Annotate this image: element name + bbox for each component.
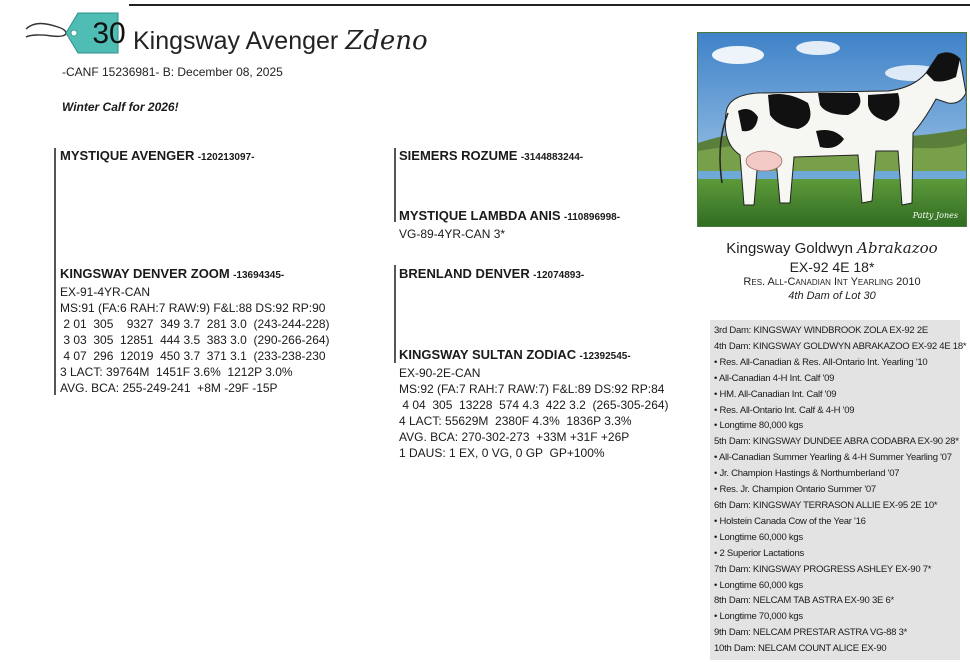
dam-entry: [60, 266, 330, 396]
sire-sire-name: SIEMERS ROZUME: [399, 148, 518, 163]
dam-history-line: • Longtime 60,000 kgs: [714, 579, 803, 591]
cow-photo: [697, 32, 967, 227]
pedigree-bar-dam-side: [394, 265, 396, 363]
featured-dam-name-script: Abrakazoo: [857, 239, 938, 257]
dam-history-line: • Jr. Champion Hastings & Northumberland '07: [714, 468, 900, 480]
featured-dam-name: [697, 238, 967, 259]
featured-dam-name-prefix: Kingsway Goldwyn: [726, 240, 853, 257]
dam-dam-name: KINGSWAY SULTAN ZODIAC: [399, 347, 577, 362]
dam-dam-line: 4 04 305 13228 574 4.3 422 3.2 (265-305-264): [399, 398, 669, 412]
dam-line: AVG. BCA: 255-249-241 +8M -29F -15P: [60, 381, 278, 395]
dam-dam-line: AVG. BCA: 270-302-273 +33M +31F +26P: [399, 430, 630, 444]
dam-history-line: 6th Dam: KINGSWAY TERRASON ALLIE EX-95 2E 10*: [714, 499, 938, 511]
lot-number: 30: [92, 17, 126, 50]
dam-line: 3 03 305 12851 444 3.5 383 3.0 (290-266-264): [60, 333, 330, 347]
sire-reg: -120213097-: [197, 152, 255, 163]
sire-dam-classification: VG-89-4YR-CAN 3*: [399, 227, 506, 241]
sire-dam-entry: [399, 208, 620, 242]
pedigree-bar-dam: [54, 265, 56, 395]
animal-name-prefix: Kingsway Avenger: [133, 27, 339, 55]
dam-history-line: 8th Dam: NELCAM TAB ASTRA EX-90 3E 6*: [714, 595, 894, 607]
dam-history-line: 5th Dam: KINGSWAY DUNDEE ABRA CODABRA EX-90 28*: [714, 436, 959, 448]
sire-dam-name: MYSTIQUE LAMBDA ANIS: [399, 208, 561, 223]
dam-history-line: • 2 Superior Lactations: [714, 547, 804, 559]
highlight-note: Winter Calf for 2026!: [62, 100, 179, 114]
dam-sire-reg: -12074893-: [533, 270, 585, 281]
sire-name: MYSTIQUE AVENGER: [60, 148, 195, 163]
dam-name: KINGSWAY DENVER ZOOM: [60, 266, 230, 281]
dam-dam-line: EX-90-2E-CAN: [399, 366, 481, 380]
cow-photo-illustration: [698, 33, 967, 227]
animal-name-script: Zdeno: [345, 26, 428, 56]
dam-history-line: 10th Dam: NELCAM COUNT ALICE EX-90: [714, 643, 887, 655]
featured-dam-classification: EX-92 4E 18*: [789, 259, 875, 275]
dam-history-line: • All-Canadian 4-H Int. Calf '09: [714, 372, 835, 384]
sire-sire-entry: [399, 148, 583, 166]
dam-dam-reg: -12392545-: [579, 351, 631, 362]
dam-history-line: • Holstein Canada Cow of the Year '16: [714, 515, 866, 527]
featured-dam-relation: 4th Dam of Lot 30: [788, 290, 876, 302]
dam-history-line: • Res. All-Ontario Int. Calf & 4-H '09: [714, 404, 855, 416]
dam-line: 3 LACT: 39764M 1451F 3.6% 1212P 3.0%: [60, 365, 293, 379]
photo-credit: Patty Jones: [912, 211, 958, 220]
dam-history-line: 9th Dam: NELCAM PRESTAR ASTRA VG-88 3*: [714, 627, 908, 639]
dam-dam-line: 4 LACT: 55629M 2380F 4.3% 1836P 3.3%: [399, 414, 632, 428]
pedigree-bar-sire-side: [394, 148, 396, 222]
dam-reg: -13694345-: [233, 270, 285, 281]
animal-name: [133, 26, 428, 56]
dam-sire-name: BRENLAND DENVER: [399, 266, 530, 281]
dam-history-line: 3rd Dam: KINGSWAY WINDBROOK ZOLA EX-92 2E: [714, 325, 928, 336]
featured-dam-honor: Res. All-Canadian Int Yearling 2010: [743, 276, 921, 288]
top-rule: [129, 4, 970, 6]
dam-dam-line: 1 DAUS: 1 EX, 0 VG, 0 GP GP+100%: [399, 446, 605, 460]
dam-history-line: • HM. All-Canadian Int. Calf '09: [714, 388, 837, 400]
dam-line: EX-91-4YR-CAN: [60, 285, 151, 299]
dam-history-line: • Longtime 70,000 kgs: [714, 611, 803, 623]
dam-history-line: • Longtime 60,000 kgs: [714, 531, 803, 543]
dam-history-line: • Res. All-Canadian & Res. All-Ontario Int. Yearling '10: [714, 356, 928, 368]
sire-sire-reg: -3144883244-: [520, 152, 584, 163]
pedigree-bar-sire: [54, 148, 56, 268]
dam-history-line: 4th Dam: KINGSWAY GOLDWYN ABRAKAZOO EX-92 4E 18*: [714, 340, 967, 352]
lot-tag: [20, 11, 126, 55]
dam-line: 4 07 296 12019 450 3.7 371 3.1 (233-238-230: [60, 349, 326, 363]
registration-line: -CANF 15236981- B: December 08, 2025: [62, 65, 283, 79]
dam-history-box: [710, 320, 967, 660]
dam-line: MS:91 (FA:6 RAH:7 RAW:9) F&L:88 DS:92 RP:90: [60, 301, 326, 315]
dam-history-line: 7th Dam: KINGSWAY PROGRESS ASHLEY EX-90 7*: [714, 563, 932, 575]
dam-dam-entry: [399, 347, 669, 461]
photo-caption: [697, 238, 967, 303]
dam-history-line: • Longtime 80,000 kgs: [714, 420, 803, 432]
dam-history-line: • Res. Jr. Champion Ontario Summer '07: [714, 484, 876, 496]
sire-dam-reg: -110896998-: [563, 212, 621, 223]
dam-history-line: • All-Canadian Summer Yearling & 4-H Summer Yearling '07: [714, 452, 952, 464]
dam-line: 2 01 305 9327 349 3.7 281 3.0 (243-244-228): [60, 317, 330, 331]
sire-entry: [60, 148, 254, 166]
dam-sire-entry: [399, 266, 584, 284]
dam-dam-line: MS:92 (FA:7 RAH:7 RAW:7) F&L:89 DS:92 RP:84: [399, 382, 665, 396]
